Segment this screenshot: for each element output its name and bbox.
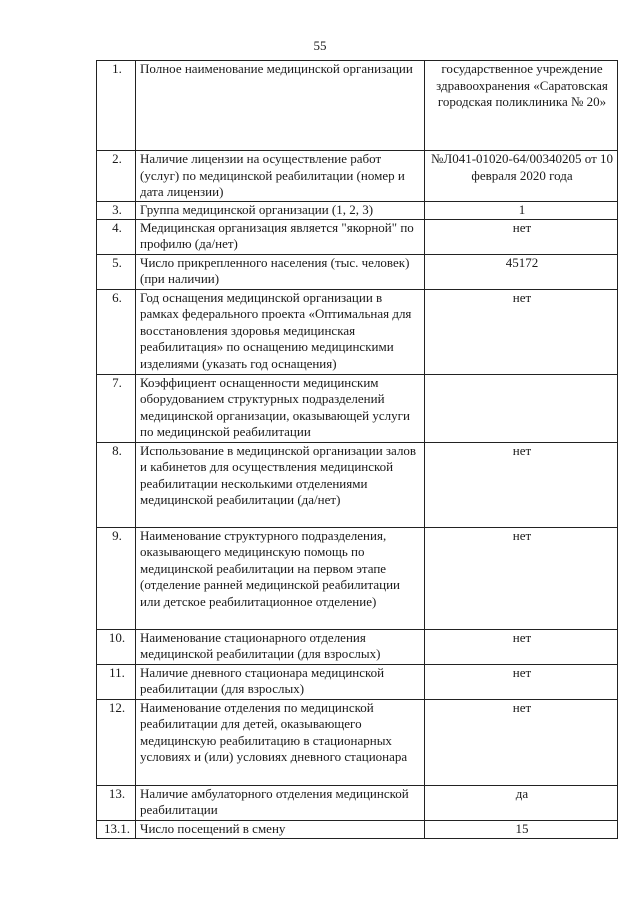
row-label: Наименование отделения по медицинской реабилитации для детей, оказывающего медицинскую реабилитацию в стационарных условиях и (или) условиях дневного стационара bbox=[136, 699, 425, 785]
row-value: нет bbox=[425, 442, 618, 527]
row-value: нет bbox=[425, 289, 618, 374]
row-number: 12. bbox=[97, 699, 136, 785]
row-label: Число прикрепленного населения (тыс. человек) (при наличии) bbox=[136, 254, 425, 289]
table-row bbox=[97, 254, 618, 289]
table-row bbox=[97, 820, 618, 838]
row-label: Полное наименование медицинской организации bbox=[136, 61, 425, 151]
table-row bbox=[97, 289, 618, 374]
row-label: Наличие амбулаторного отделения медицинской реабилитации bbox=[136, 785, 425, 820]
row-value: нет bbox=[425, 527, 618, 629]
row-label: Медицинская организация является "якорной" по профилю (да/нет) bbox=[136, 219, 425, 254]
row-value bbox=[425, 374, 618, 442]
row-label: Группа медицинской организации (1, 2, 3) bbox=[136, 201, 425, 219]
row-number: 13.1. bbox=[97, 820, 136, 838]
page-number: 55 bbox=[313, 38, 327, 53]
row-number: 3. bbox=[97, 201, 136, 219]
row-label: Наименование структурного подразделения, оказывающего медицинскую помощь по медицинской реабилитации на первом этапе (отделение ранней медицинской реабилитации или детское реабилитационное отделение) bbox=[136, 527, 425, 629]
table-row bbox=[97, 442, 618, 527]
table-row bbox=[97, 664, 618, 699]
table-row bbox=[97, 201, 618, 219]
row-number: 9. bbox=[97, 527, 136, 629]
row-number: 6. bbox=[97, 289, 136, 374]
info-table bbox=[96, 60, 618, 839]
table-row bbox=[97, 629, 618, 664]
row-label: Использование в медицинской организации залов и кабинетов для осуществления медицинской реабилитации несколькими отделениями медицинской реабилитации (да/нет) bbox=[136, 442, 425, 527]
row-value: 15 bbox=[425, 820, 618, 838]
row-number: 11. bbox=[97, 664, 136, 699]
table-row bbox=[97, 374, 618, 442]
row-number: 10. bbox=[97, 629, 136, 664]
row-value: нет bbox=[425, 219, 618, 254]
row-number: 4. bbox=[97, 219, 136, 254]
row-value: нет bbox=[425, 699, 618, 785]
row-value: нет bbox=[425, 664, 618, 699]
row-value: №Л041-01020-64/00340205 от 10 февраля 2020 года bbox=[425, 151, 618, 202]
row-number: 8. bbox=[97, 442, 136, 527]
table-row bbox=[97, 61, 618, 151]
row-label: Наличие лицензии на осуществление работ (услуг) по медицинской реабилитации (номер и дата лицензии) bbox=[136, 151, 425, 202]
row-value: нет bbox=[425, 629, 618, 664]
table-row bbox=[97, 785, 618, 820]
row-label: Наличие дневного стационара медицинской реабилитации (для взрослых) bbox=[136, 664, 425, 699]
row-number: 7. bbox=[97, 374, 136, 442]
row-value: да bbox=[425, 785, 618, 820]
table-row bbox=[97, 219, 618, 254]
table-row bbox=[97, 699, 618, 785]
row-value: государственное учреждение здравоохранения «Саратовская городская поликлиника № 20» bbox=[425, 61, 618, 151]
row-number: 2. bbox=[97, 151, 136, 202]
row-number: 1. bbox=[97, 61, 136, 151]
row-label: Наименование стационарного отделения медицинской реабилитации (для взрослых) bbox=[136, 629, 425, 664]
row-number: 5. bbox=[97, 254, 136, 289]
table-row bbox=[97, 527, 618, 629]
row-label: Число посещений в смену bbox=[136, 820, 425, 838]
row-label: Год оснащения медицинской организации в рамках федерального проекта «Оптимальная для восстановления здоровья медицинская реабилитация» по оснащению медицинскими изделиями (указать год оснащения) bbox=[136, 289, 425, 374]
row-value: 45172 bbox=[425, 254, 618, 289]
row-number: 13. bbox=[97, 785, 136, 820]
table-row bbox=[97, 151, 618, 202]
row-label: Коэффициент оснащенности медицинским оборудованием структурных подразделений медицинской организации, оказывающей услуги по медицинской реабилитации bbox=[136, 374, 425, 442]
row-value: 1 bbox=[425, 201, 618, 219]
